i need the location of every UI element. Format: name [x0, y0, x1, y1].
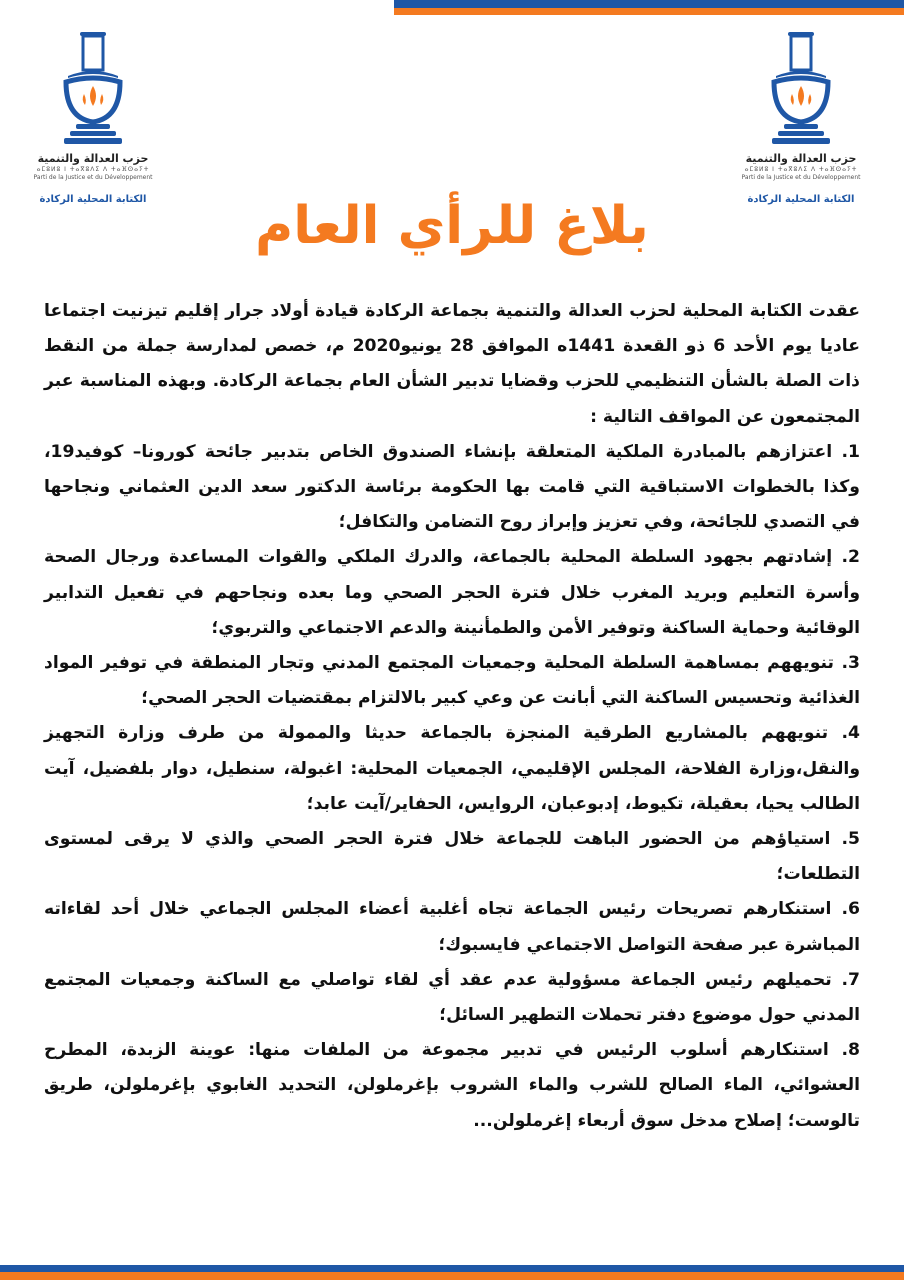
- bottom-orange-stripe: [0, 1272, 904, 1280]
- party-name-tifinagh: ⴰⵎⵓⵍⵓ ⵏ ⵜⴰⴳⵓⴷⵉ ⴷ ⵜⴰⴼⵙⴰⵢⵜ: [744, 166, 858, 173]
- lantern-icon: [58, 30, 128, 150]
- list-item: 7. تحميلهم رئيس الجماعة مسؤولية عدم عقد أي لقاء تواصلي مع الساكنة وجمعيات المجتمع المدني حول موضوع دفتر تحملات التطهير السائل؛: [44, 969, 860, 1026]
- list-item: 4. تنويههم بالمشاريع الطرقية المنجزة بالجماعة حديثا والممولة من طرف وزارة التجهيز والنقل،وزارة الفلاحة، المجلس الإقليمي، الجمعيات المحلية: اغبولة، سنطيل، دوار بلفضيل، آيت الطالب يحيا، بعقيلة، تكيوط، إدبوعبان، الروايس، الحفاير/آيت عابد؛: [44, 723, 860, 814]
- list-item: 2. إشادتهم بجهود السلطة المحلية بالجماعة، والدرك الملكي والقوات المساعدة ورجال الصحة وأسرة التعليم وبريد المغرب خلال فترة الحجر الصحي وما بعده ونجاحهم في تفعيل التدابير الوقائية وحماية الساكنة وتوفير الأمن والطمأنينة والدعم الاجتماعي والتربوي؛: [44, 547, 860, 638]
- top-blue-stripe: [394, 0, 904, 8]
- party-name-arabic: حزب العدالة والتنمية: [745, 152, 857, 165]
- list-item: 8. استنكارهم أسلوب الرئيس في تدبير مجموعة من الملفات منها: عوينة الزبدة، المطرح العشوائي، الماء الصالح للشرب والماء الشروب بإغرملولن، التحديد الغابوي بإغرملولن، طريق تالوست؛ إصلاح مدخل سوق أربعاء إغرملولن...: [44, 1040, 860, 1131]
- party-name-french: Parti de la Justice et du Développement: [741, 174, 861, 181]
- party-name-french: Parti de la Justice et du Développement: [33, 174, 153, 181]
- list-item: 5. استياؤهم من الحضور الباهت للجماعة خلال فترة الحجر الصحي والذي لا يرقى لمستوى التطلعات؛: [44, 829, 860, 885]
- lantern-icon: [766, 30, 836, 150]
- party-logo-right: [736, 30, 866, 206]
- list-item: 1. اعتزازهم بالمبادرة الملكية المتعلقة بإنشاء الصندوق الخاص بتدبير جائحة كورونا– كوفيد19، وكذا بالخطوات الاستباقية التي قامت بها الحكومة برئاسة الدكتور سعد الدين العثماني ونجاحها في التصدي للجائحة، وفي تعزيز وإبراز روح التضامن والتكافل؛: [44, 441, 860, 533]
- list-item: 6. استنكارهم تصريحات رئيس الجماعة تجاه أغلبية أعضاء المجلس الجماعي خلال أحد لقاءاته المباشرة عبر صفحة التواصل الاجتماعي فايسبوك؛: [44, 899, 860, 955]
- local-office-label: الكتابة المحلية الركادة: [39, 194, 147, 205]
- top-orange-stripe: [394, 8, 904, 15]
- document-title: بلاغ للرأي العام: [255, 196, 649, 256]
- intro-paragraph: عقدت الكتابة المحلية لحزب العدالة والتنمية بجماعة الركادة قيادة أولاد جرار إقليم تيزنيت اجتماعا عاديا يوم الأحد 6 ذو القعدة 1441ه الموافق 28 يونيو2020 م، خصص لمدارسة جملة من النقط ذات الصلة بالشأن التنظيمي للحزب وقضايا تدبير الشأن العام بجماعة الركادة. وبهذه المناسبة عبر المجتمعون عن المواقف التالية :: [44, 301, 860, 427]
- party-name-arabic: حزب العدالة والتنمية: [37, 152, 149, 165]
- bottom-blue-stripe: [0, 1265, 904, 1272]
- local-office-label: الكتابة المحلية الركادة: [747, 194, 855, 205]
- party-logo-left: [28, 30, 158, 206]
- document-body: [44, 294, 860, 1139]
- list-item: 3. تنويههم بمساهمة السلطة المحلية وجمعيات المجتمع المدني وتجار المنطقة في توفير المواد الغذائية وتحسيس الساكنة التي أبانت عن وعي كبير بالالتزام بمقتضيات الحجر الصحي؛: [44, 653, 860, 709]
- party-name-tifinagh: ⴰⵎⵓⵍⵓ ⵏ ⵜⴰⴳⵓⴷⵉ ⴷ ⵜⴰⴼⵙⴰⵢⵜ: [36, 166, 150, 173]
